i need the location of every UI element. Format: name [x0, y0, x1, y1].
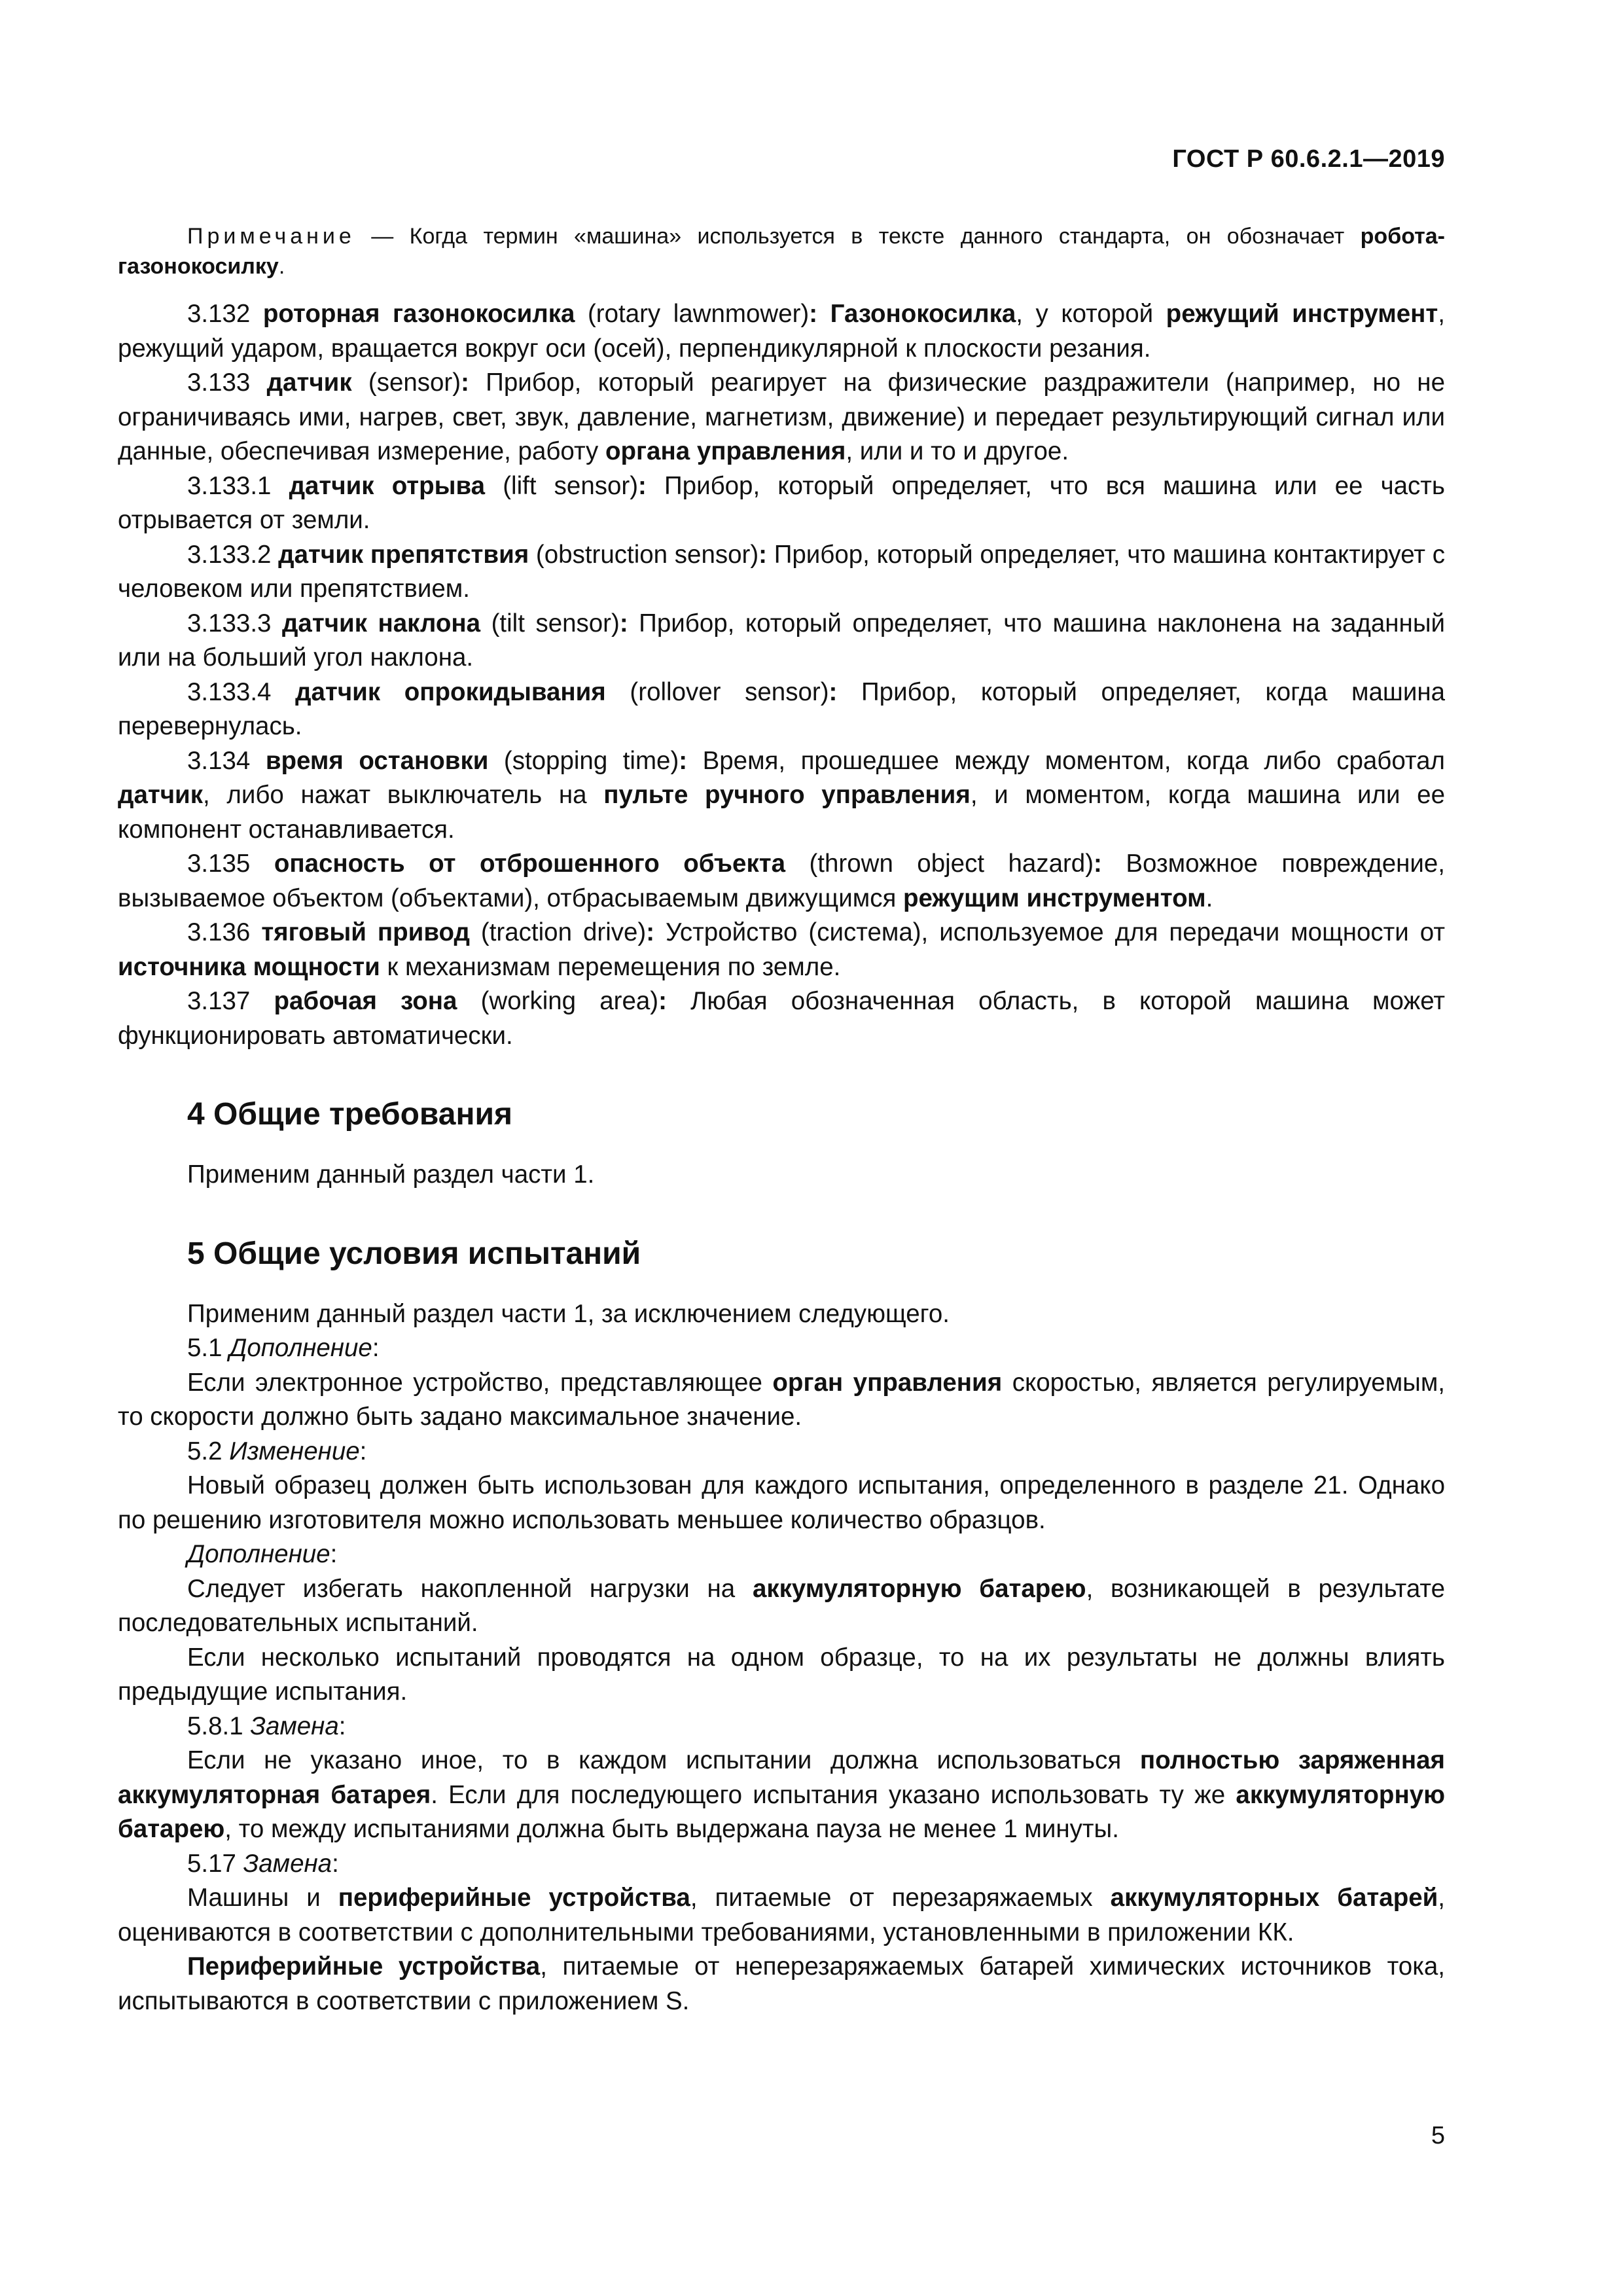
clause-5-1-text: Если электронное устройство, представляющее орган управления скоростью, является регулируемым, то скорости должно быть задано максимальное значение.: [118, 1368, 1445, 1431]
clause-5-2-addition-text: Следует избегать накопленной нагрузки на аккумуляторную батарею, возникающей в результате последовательных испытаний.: [118, 1574, 1445, 1637]
section-4-text: Применим данный раздел части 1.: [187, 1160, 595, 1189]
clause-5-1-label: 5.1 Дополнение:: [187, 1334, 380, 1362]
clause-5-8-1-label: 5.8.1 Замена:: [187, 1712, 346, 1740]
clause-5-2-addition-label: Дополнение:: [187, 1540, 338, 1568]
term-3-134: 3.134 время остановки (stopping time): Время, прошедшее между моментом, когда либо сработал датчик, либо нажат выключатель на пульте ручного управления, и моментом, когда машина или ее компонент останавливается.: [118, 746, 1446, 844]
term-3-136: 3.136 тяговый привод (traction drive): Устройство (система), используемое для передачи мощности от источника мощности к механизмам перемещения по земле.: [118, 918, 1445, 981]
note-label: Примечание: [187, 224, 355, 249]
section-5-intro: Применим данный раздел части 1, за исключением следующего.: [187, 1299, 950, 1328]
term-3-135: 3.135 опасность от отброшенного объекта (thrown object hazard): Возможное повреждение, вызываемое объектом (объектами), отбрасываемым движущимся режущим инструментом.: [118, 850, 1446, 912]
clause-5-17-text: Машины и периферийные устройства, питаемые от перезаряжаемых аккумуляторных батарей, оцениваются в соответствии с дополнительными требованиями, установленными в приложении КК.: [118, 1884, 1445, 1946]
term-3-137: 3.137 рабочая зона (working area): Любая обозначенная область, в которой машина может функционировать автоматически.: [118, 987, 1445, 1050]
page-body: [118, 221, 1445, 2018]
document-number: ГОСТ Р 60.6.2.1—2019: [1172, 145, 1445, 173]
clause-5-17-text-2: Периферийные устройства, питаемые от неперезаряжаемых батарей химических источников тока, испытываются в соответствии с приложением S.: [118, 1952, 1446, 2015]
section-4-heading: 4 Общие требования: [187, 1097, 512, 1132]
note-paragraph: Примечание — Когда термин «машина» используется в тексте данного стандарта, он обозначает робота-газонокосилку.: [118, 224, 1445, 279]
clause-5-2-label: 5.2 Изменение:: [187, 1437, 367, 1465]
clause-5-2-addition-text-2: Если несколько испытаний проводятся на одном образце, то на их результаты не должны влиять предыдущие испытания.: [118, 1643, 1445, 1706]
page-number: 5: [1431, 2122, 1445, 2149]
term-3-133-2: 3.133.2 датчик препятствия (obstruction sensor): Прибор, который определяет, что машина контактирует с человеком или препятствием.: [118, 540, 1445, 603]
term-3-133-3: 3.133.3 датчик наклона (tilt sensor): Прибор, который определяет, что машина наклонена на заданный или на больший угол наклона.: [118, 609, 1445, 672]
clause-5-17-label: 5.17 Замена:: [187, 1849, 339, 1878]
term-3-133-4: 3.133.4 датчик опрокидывания (rollover sensor): Прибор, который определяет, когда машина перевернулась.: [118, 677, 1445, 740]
term-3-132: 3.132 роторная газонокосилка (rotary lawnmower): Газонокосилка, у которой режущий инструмент, режущий ударом, вращается вокруг оси (осей), перпендикулярной к плоскости резания.: [118, 300, 1445, 363]
clause-5-2-text: Новый образец должен быть использован для каждого испытания, определенного в разделе 21. Однако по решению изготовителя можно использовать меньшее количество образцов.: [118, 1471, 1445, 1534]
term-3-133: 3.133 датчик (sensor): Прибор, который реагирует на физические раздражители (например, но не ограничиваясь ими, нагрев, свет, звук, давление, магнетизм, движение) и передает результирующий сигнал или данные, обеспечивая измерение, работу органа управления, или и то и другое.: [118, 368, 1445, 465]
term-3-133-1: 3.133.1 датчик отрыва (lift sensor): Прибор, который определяет, что вся машина или ее часть отрывается от земли.: [118, 471, 1445, 534]
section-5-heading: 5 Общие условия испытаний: [187, 1236, 641, 1271]
clause-5-8-1-text: Если не указано иное, то в каждом испытании должна использоваться полностью заряженная аккумуляторная батарея. Если для последующего испытания указано использовать ту же аккумуляторную батарею, то между испытаниями должна быть выдержана пауза не менее 1 минуты.: [118, 1746, 1445, 1843]
